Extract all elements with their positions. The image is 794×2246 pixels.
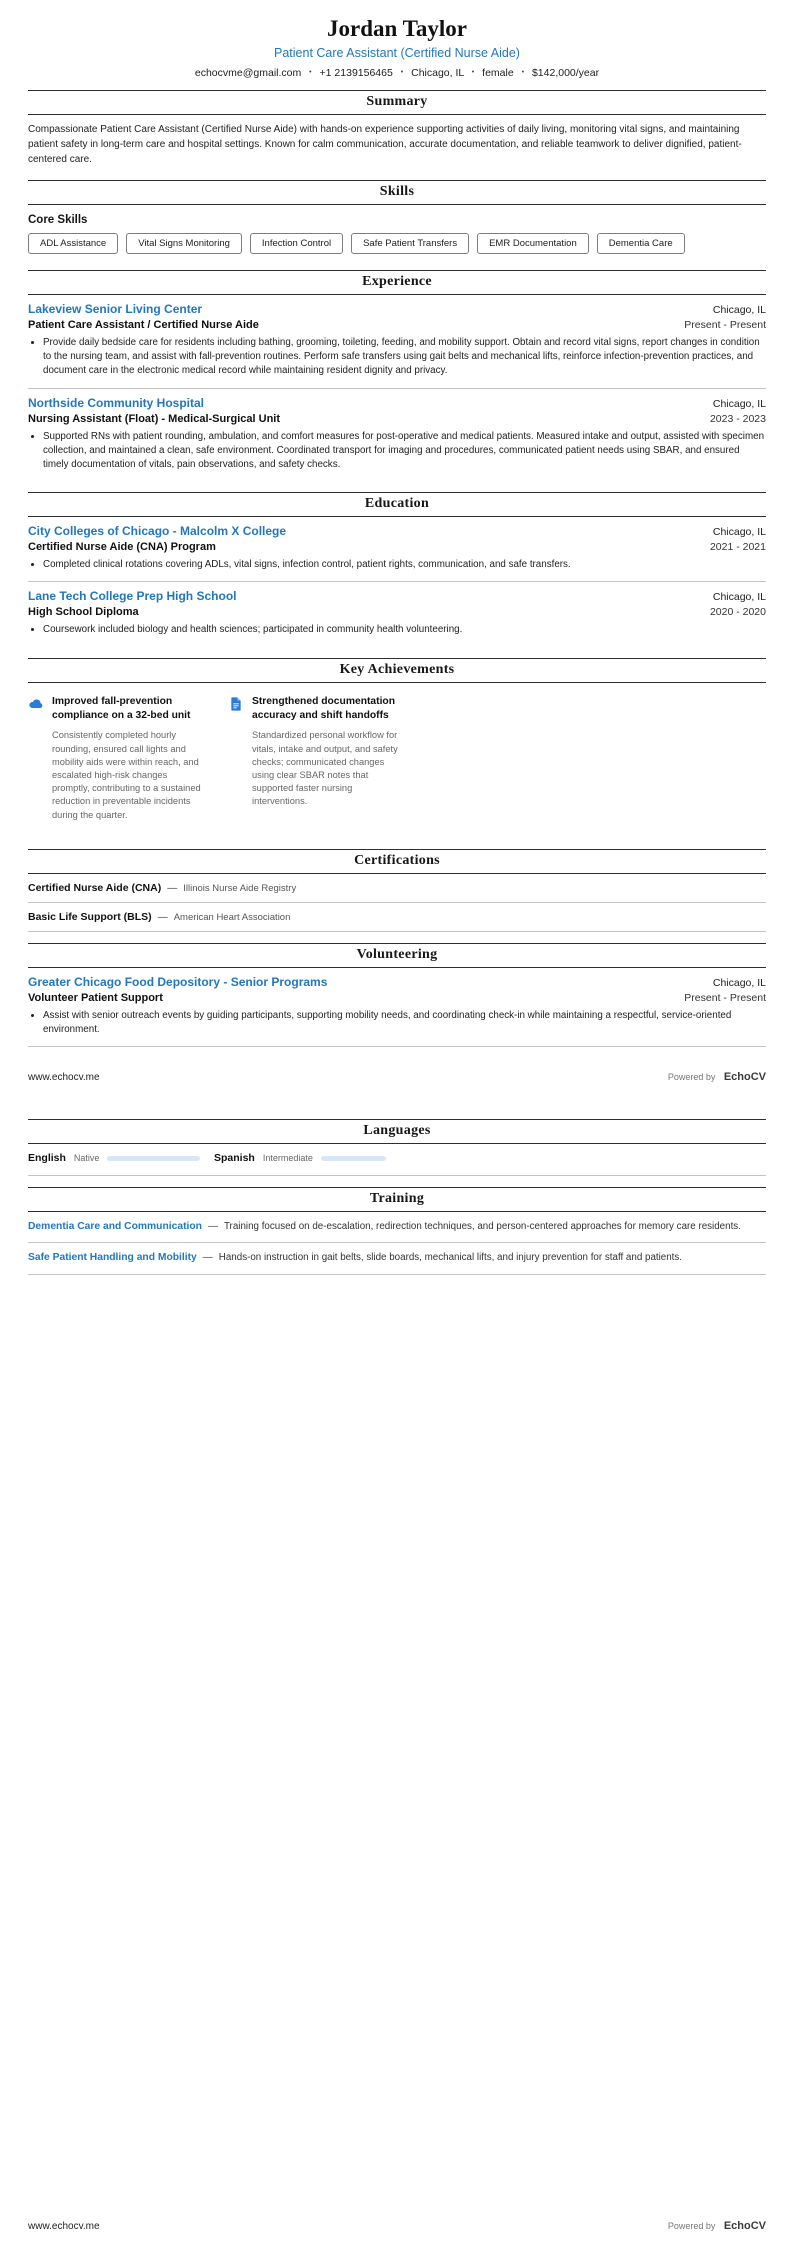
degree-dates: 2021 - 2021 xyxy=(709,541,766,554)
certifications-section xyxy=(28,838,766,932)
language-level: Native xyxy=(73,1153,100,1164)
training-name: Safe Patient Handling and Mobility xyxy=(28,1252,197,1264)
entry-subheader-row xyxy=(28,603,766,618)
certifications-heading: Certifications xyxy=(28,849,766,874)
powered-by-label: Powered by xyxy=(667,1072,716,1083)
degree-name: Certified Nurse Aide (CNA) Program xyxy=(28,541,216,554)
languages-heading: Languages xyxy=(28,1119,766,1144)
certification-name: Certified Nurse Aide (CNA) xyxy=(28,881,162,894)
entry-subheader-row xyxy=(28,410,766,425)
document-icon xyxy=(228,696,244,712)
volunteering-heading: Volunteering xyxy=(28,943,766,968)
powered-by xyxy=(668,1067,766,1085)
school-name: City Colleges of Chicago - Malcolm X College xyxy=(28,524,287,539)
certification-name: Basic Life Support (BLS) xyxy=(28,910,152,923)
company-location: Chicago, IL xyxy=(712,304,766,316)
job-title: Patient Care Assistant / Certified Nurse Aide xyxy=(28,319,259,331)
skill-chip: Safe Patient Transfers xyxy=(351,233,469,254)
skill-chip: EMR Documentation xyxy=(477,233,589,254)
skill-chip: ADL Assistance xyxy=(28,233,118,254)
language-progress-bar xyxy=(107,1156,200,1161)
achievements-section xyxy=(28,647,766,838)
experience-heading: Experience xyxy=(28,270,766,295)
achievement-item xyxy=(28,695,202,822)
contact-location: Chicago, IL xyxy=(411,67,464,79)
volunteer-bullet: • Assist with senior outreach events by guiding participants, supporting mobility needs, and coordinating check-in while maintaining a respectful, service-oriented environment. xyxy=(43,1009,766,1037)
language-level: Intermediate xyxy=(262,1153,313,1164)
achievement-title: Strengthened documentation accuracy and shift handoffs xyxy=(252,695,396,721)
echocv-brand[interactable]: EchoCV xyxy=(723,2220,766,2232)
em-dash: — xyxy=(167,882,178,894)
contact-email[interactable]: echocvme@gmail.com xyxy=(194,67,302,79)
job-bullets xyxy=(28,336,766,379)
training-heading: Training xyxy=(28,1187,766,1212)
job-bullet: • Supported RNs with patient rounding, ambulation, and comfort measures for post-operative and medical patients. Measured intake and output, assisted with specimen collection, and maintained a clean, safe environment. Coordinated transport for imaging and procedures, communicated patient needs using SBAR, and ensured timely documentation of vitals, pain observations, and safety checks. xyxy=(43,430,766,473)
blank-space xyxy=(28,1275,766,2216)
skill-chip-list xyxy=(28,233,766,254)
page-footer xyxy=(28,2216,766,2234)
skills-heading: Skills xyxy=(28,180,766,205)
entry-header-row xyxy=(28,589,766,603)
education-entry xyxy=(28,517,766,581)
volunteer-role: Volunteer Patient Support xyxy=(28,991,163,1004)
entry-header-row xyxy=(28,975,766,989)
education-bullet: • Completed clinical rotations covering ADLs, vital signs, infection control, patient rights, communication, and safe transfers. xyxy=(43,558,766,572)
volunteer-dates: Present - Present xyxy=(684,991,766,1004)
school-name: Lane Tech College Prep High School xyxy=(28,589,237,604)
training-item xyxy=(28,1212,766,1243)
language-progress-bar xyxy=(321,1156,386,1161)
language-name: Spanish xyxy=(214,1152,255,1165)
candidate-name: Jordan Taylor xyxy=(327,16,467,41)
certification-issuer: American Heart Association xyxy=(173,911,291,923)
em-dash: — xyxy=(202,1252,213,1264)
volunteering-entry xyxy=(28,968,766,1047)
job-bullet: • Provide daily bedside care for residents including bathing, grooming, toileting, feeding, and mobility support. Obtain and record vital signs, report changes in condition to the nursing team, and assist with fall-prevention routines. Perform safe transfers using gait belts and mechanical lifts, reinforce infection-prevention practices, and document care in the electronic medical record while maintaining resident dignity and privacy. xyxy=(43,336,766,379)
education-heading: Education xyxy=(28,492,766,517)
achievement-header xyxy=(228,695,402,723)
experience-entry xyxy=(28,295,766,388)
job-bullets xyxy=(28,430,766,473)
training-item xyxy=(28,1243,766,1274)
entry-header-row xyxy=(28,524,766,538)
education-bullet: • Coursework included biology and health sciences; participated in community health volunteering. xyxy=(43,623,766,637)
entry-header-row xyxy=(28,302,766,316)
job-dates: 2023 - 2023 xyxy=(709,412,766,425)
training-section xyxy=(28,1176,766,1274)
experience-entry xyxy=(28,388,766,482)
language-item xyxy=(28,1152,200,1164)
degree-name: High School Diploma xyxy=(28,606,139,619)
skill-chip: Dementia Care xyxy=(597,233,685,254)
training-description: Hands-on instruction in gait belts, slide boards, mechanical lifts, and injury prevention for staff and patients. xyxy=(218,1252,683,1264)
skills-section xyxy=(28,169,766,259)
powered-by-label: Powered by xyxy=(667,2221,716,2231)
company-name: Northside Community Hospital xyxy=(28,395,205,410)
skills-group-label: Core Skills xyxy=(28,214,88,226)
education-section xyxy=(28,481,766,646)
education-bullets xyxy=(28,558,766,572)
em-dash: — xyxy=(157,911,168,923)
certification-issuer: Illinois Nurse Aide Registry xyxy=(183,882,297,894)
languages-section xyxy=(28,1085,766,1176)
achievement-description: Consistently completed hourly rounding, ensured call lights and mobility aids were within reach, and escalated high-risk changes promptly, contributing to a sustained reduction in preventable incidents during the quarter. xyxy=(52,730,201,820)
certification-item xyxy=(28,903,766,932)
contact-salary: $142,000/year xyxy=(531,67,600,79)
entry-subheader-row xyxy=(28,538,766,553)
contact-separator: • xyxy=(521,69,525,76)
skill-chip: Infection Control xyxy=(250,233,343,254)
resume-header xyxy=(28,14,766,79)
candidate-title: Patient Care Assistant (Certified Nurse Aide) xyxy=(274,46,520,60)
cloud-icon xyxy=(28,696,44,712)
summary-text: Compassionate Patient Care Assistant (Certified Nurse Aide) with hands-on experience supporting activities of daily living, monitoring vital signs, and maintaining patient safety in long-term care and hospital settings. Known for calm communication, accurate documentation, and reliable teamwork to deliver dignified, patient-centered care. xyxy=(28,124,742,165)
contact-phone: +1 2139156465 xyxy=(319,67,393,79)
achievements-grid xyxy=(28,695,766,822)
company-location: Chicago, IL xyxy=(712,397,766,410)
contact-separator: • xyxy=(471,69,475,76)
contact-line xyxy=(28,67,766,79)
footer-website-link[interactable]: www.echocv.me xyxy=(28,1072,100,1084)
languages-row xyxy=(28,1144,766,1176)
school-location: Chicago, IL xyxy=(712,526,766,539)
job-dates: Present - Present xyxy=(684,319,766,331)
school-location: Chicago, IL xyxy=(712,591,766,604)
summary-section xyxy=(28,79,766,169)
achievement-header xyxy=(28,695,202,723)
em-dash: — xyxy=(207,1221,218,1233)
volunteering-section xyxy=(28,932,766,1047)
entry-header-row xyxy=(28,396,766,410)
achievements-heading: Key Achievements xyxy=(28,658,766,683)
volunteer-bullets xyxy=(28,1009,766,1037)
training-description: Training focused on de-escalation, redirection techniques, and person-centered approaches for memory care residents. xyxy=(223,1221,741,1233)
experience-section xyxy=(28,259,766,481)
footer-website-link[interactable]: www.echocv.me xyxy=(28,2221,100,2232)
degree-dates: 2020 - 2020 xyxy=(709,606,766,619)
training-name: Dementia Care and Communication xyxy=(28,1221,202,1233)
powered-by xyxy=(668,2216,766,2234)
contact-gender: female xyxy=(482,67,514,79)
language-name: English xyxy=(28,1152,66,1165)
company-name: Lakeview Senior Living Center xyxy=(28,302,203,316)
echocv-brand[interactable]: EchoCV xyxy=(723,1071,766,1084)
contact-separator: • xyxy=(309,69,312,76)
achievement-item xyxy=(228,695,402,822)
certification-item xyxy=(28,874,766,903)
education-entry xyxy=(28,581,766,646)
skill-chip: Vital Signs Monitoring xyxy=(126,233,242,254)
entry-subheader-row xyxy=(28,316,766,331)
organization-location: Chicago, IL xyxy=(712,976,766,989)
job-title: Nursing Assistant (Float) - Medical-Surgical Unit xyxy=(28,412,281,425)
entry-subheader-row xyxy=(28,989,766,1004)
achievement-description: Standardized personal workflow for vitals, intake and output, and safety checks; communicated changes using clear SBAR notes that supported faster nursing interventions. xyxy=(252,730,398,807)
summary-heading: Summary xyxy=(28,90,766,115)
organization-name: Greater Chicago Food Depository - Senior Programs xyxy=(28,974,328,989)
contact-separator: • xyxy=(400,69,404,76)
language-item xyxy=(214,1152,386,1164)
page-footer xyxy=(28,1067,766,1085)
education-bullets xyxy=(28,623,766,637)
achievement-title: Improved fall-prevention compliance on a 32-bed unit xyxy=(52,695,191,721)
